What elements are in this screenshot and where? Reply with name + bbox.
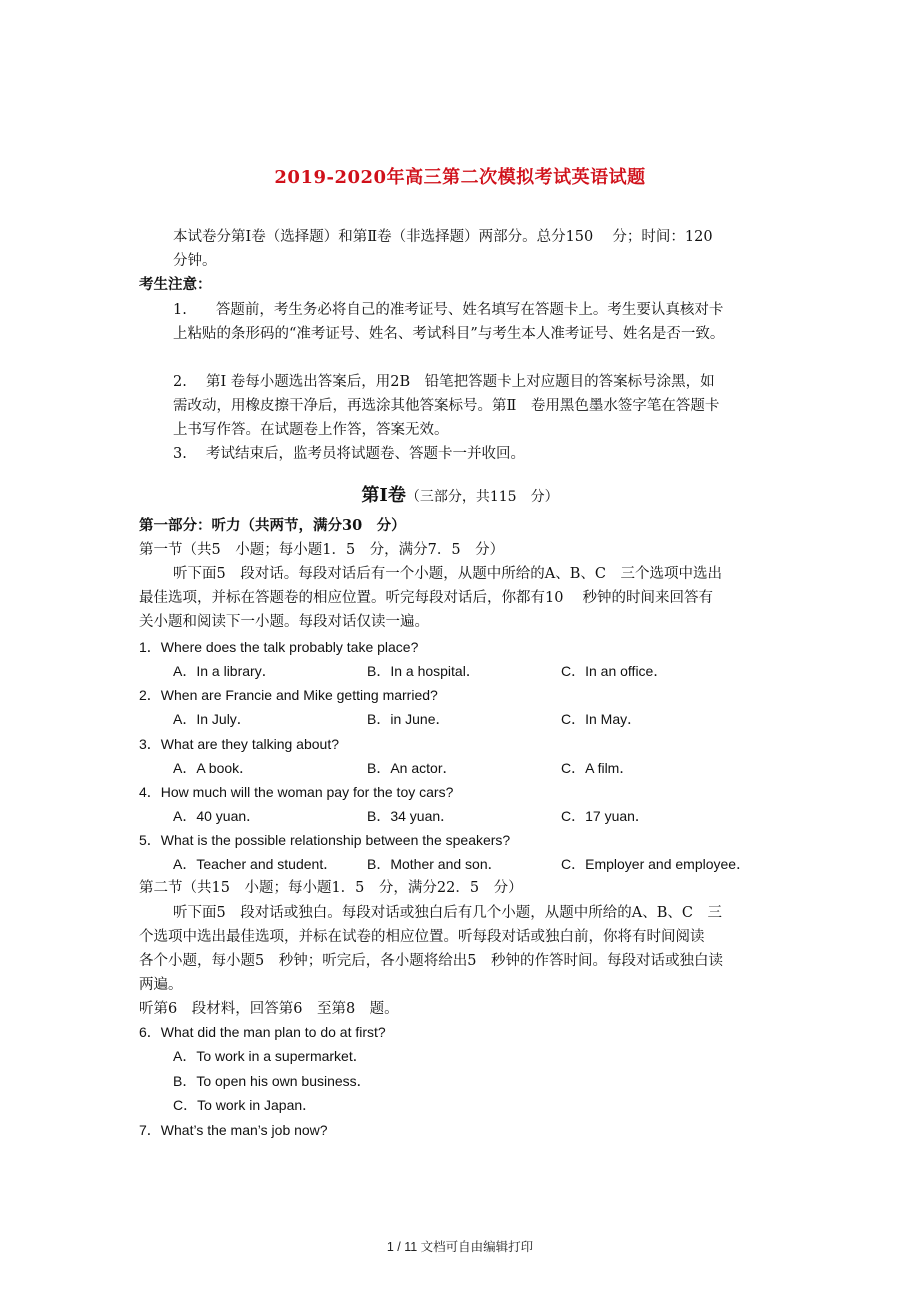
question-4-option-a: A．40 yuan．: [173, 808, 261, 824]
notice-2-line-2: 需改动，用橡皮擦干净后，再选涂其他答案标号。第Ⅱ 卷用黑色墨水签字笔在答题卡: [173, 398, 720, 414]
question-2-option-b: B．in June．: [367, 711, 450, 727]
question-7: 7．What’s the man’s job now?: [139, 1122, 328, 1138]
question-6: 6．What did the man plan to do at first?: [139, 1024, 386, 1040]
notice-3: 3. 考试结束后，监考员将试题卷、答题卡一并收回。: [173, 446, 525, 462]
question-3-option-c: C．A film．: [561, 760, 634, 776]
notice-label: 考生注意：: [139, 276, 212, 293]
question-6-option-a: A．To work in a supermarket．: [173, 1048, 367, 1064]
intro-line-1: 本试卷分第Ⅰ卷（选择题）和第Ⅱ卷（非选择题）两部分。总分150 分；时间：120: [173, 229, 713, 245]
question-3: 3．What are they talking about?: [139, 736, 340, 752]
intro-line-2: 分钟。: [173, 253, 217, 269]
question-6-option-c: C．To work in Japan．: [173, 1097, 317, 1113]
question-3-option-b: B．An actor．: [367, 760, 457, 776]
question-1-option-b: B．In a hospital．: [367, 663, 480, 679]
question-2: 2．When are Francie and Mike getting married?: [139, 687, 438, 703]
section-2-instruction-line-4: 两遍。: [139, 977, 183, 993]
question-1-option-c: C．In an office．: [561, 663, 668, 679]
question-2-option-c: C．In May．: [561, 711, 642, 727]
question-3-option-a: A．A book．: [173, 760, 254, 776]
notice-2-line-1: 2. 第Ⅰ 卷每小题选出答案后，用2B 铅笔把答题卡上对应题目的答案标号涂黑，如: [173, 374, 715, 390]
section-subtitle: （三部分，共115 分）: [405, 489, 559, 505]
question-5-option-a: A．Teacher and student．: [173, 856, 338, 872]
question-6-option-b: B．To open his own business．: [173, 1073, 371, 1089]
section-title: 第Ⅰ卷: [361, 485, 406, 506]
section-2-title: 第二节（共15 小题；每小题1．5 分，满分22．5 分）: [139, 880, 523, 896]
question-5-option-b: B．Mother and son．: [367, 856, 502, 872]
section-2-instruction-line-3: 各个小题，每小题5 秒钟；听完后，各小题将给出5 秒钟的作答时间。每段对话或独白读: [139, 953, 723, 969]
section-1-title: 第一节（共5 小题；每小题1．5 分，满分7．5 分）: [139, 542, 505, 558]
section-2-instruction-line-2: 个选项中选出最佳选项，并标在试卷的相应位置。听每段对话或独白前，你将有时间阅读: [139, 929, 705, 945]
page-footer: 1 / 11 文档可自由编辑打印: [386, 1240, 534, 1254]
question-2-option-a: A．In July．: [173, 711, 251, 727]
notice-2-line-3: 上书写作答。在试题卷上作答，答案无效。: [173, 422, 449, 438]
section-1-instruction-line-2: 最佳选项，并标在答题卷的相应位置。听完每段对话后，你都有10 秒钟的时间来回答有: [139, 590, 714, 606]
question-5-option-c: C．Employer and employee．: [561, 856, 751, 872]
question-4-option-c: C．17 yuan．: [561, 808, 649, 824]
material-6-heading: 听第6 段材料，回答第6 至第8 题。: [139, 1001, 399, 1017]
question-4: 4．How much will the woman pay for the toy cars?: [139, 784, 454, 800]
question-5: 5．What is the possible relationship between the speakers?: [139, 832, 511, 848]
section-1-instruction-line-3: 关小题和阅读下一小题。每段对话仅读一遍。: [139, 614, 429, 630]
page-title: 2019-2020年高三第二次模拟考试英语试题: [274, 167, 646, 188]
section-1-instruction-line-1: 听下面5 段对话。每段对话后有一个小题，从题中所给的A、B、C 三个选项中选出: [173, 566, 722, 582]
section-heading: [0, 481, 920, 507]
question-4-option-b: B．34 yuan．: [367, 808, 455, 824]
question-1: 1．Where does the talk probably take place?: [139, 639, 419, 655]
question-1-option-a: A．In a library．: [173, 663, 276, 679]
notice-1-line-2: 上粘贴的条形码的“准考证号、姓名、考试科目”与考生本人准考证号、姓名是否一致。: [173, 326, 725, 342]
notice-1-line-1: 1. 答题前，考生务必将自己的准考证号、姓名填写在答题卡上。考生要认真核对卡: [173, 302, 724, 318]
section-2-instruction-line-1: 听下面5 段对话或独白。每段对话或独白后有几个小题，从题中所给的A、B、C 三: [173, 905, 722, 921]
part-1-title: 第一部分：听力（共两节，满分30 分）: [139, 517, 406, 534]
